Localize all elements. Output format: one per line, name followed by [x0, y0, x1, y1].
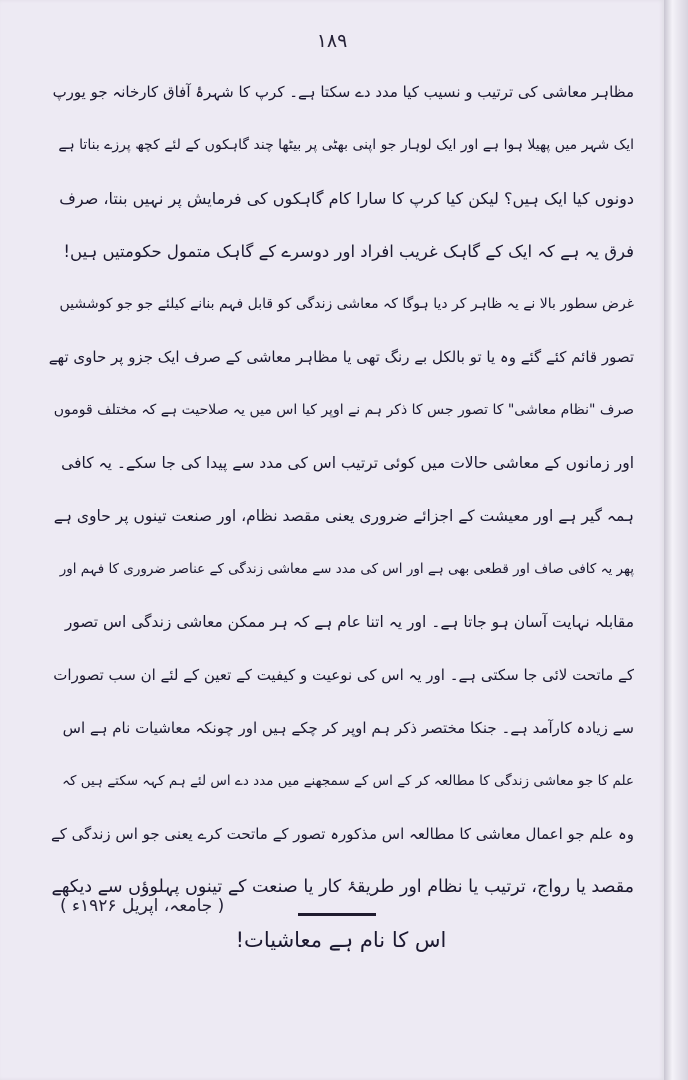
text-line: سے زیادہ کارآمد ہے۔ جنکا مختصر ذکر ہم اوپر کر چکے ہیں اور چونکہ معاشیات نام ہے اس: [62, 719, 634, 737]
text-line: وہ علم جو اعمال معاشی کا مطالعہ اس مذکورہ تصور کے ماتحت کرے یعنی جو اس زندگی کے: [50, 825, 634, 843]
source-citation: ( جامعہ، اپریل ۱۹۲۶ء ): [60, 896, 225, 916]
text-line-final: اس کا نام ہے معاشیات!: [235, 928, 447, 952]
text-line: دونوں کیا ایک ہیں؟ لیکن کیا کرپ کا سارا کام گاہکوں کی فرمایش پر نہیں بنتا، صرف: [59, 189, 634, 208]
text-line: مقصد یا رواج، ترتیب یا نظام اور طریقۂ کار یا صنعت کے تینوں پہلوؤں سے دیکھے: [51, 877, 634, 897]
text-line: تصور قائم کئے گئے وہ یا تو بالکل بے رنگ تھی یا مظاہر معاشی کے صرف ایک جزو پر حاوی تھے: [48, 348, 634, 366]
page-edge: [664, 0, 688, 1080]
text-line: غرض سطور بالا نے یہ ظاہر کر دیا ہوگا کہ معاشی زندگی کو قابل فہم بنانے کیلئے جو جو کوششیں: [59, 296, 634, 312]
text-line: کے ماتحت لائی جا سکتی ہے۔ اور یہ اس کی نوعیت و کیفیت کے تعین کے لئے ان سب تصورات: [53, 666, 634, 684]
text-line: ایک شہر میں پھیلا ہوا ہے اور ایک لوہار جو اپنی بھٹی پر بیٹھا چند گاہکوں کے لئے کچھ پرزے بناتا ہے: [58, 137, 634, 153]
text-line: پھر یہ کافی صاف اور قطعی بھی ہے اور اس کی مدد سے معاشی زندگی کے عناصر ضروری کا فہم اور: [59, 561, 634, 577]
text-line: علم کا جو معاشی زندگی کا مطالعہ کر کے اس کے سمجھنے میں مدد دے اس لئے ہم کہہ سکتے ہیں کہ: [62, 773, 634, 789]
text-line: مظاہر معاشی کی ترتیب و نسیب کیا مدد دے سکتا ہے۔ کرپ کا شہرۂ آفاق کارخانہ جو یورپ: [52, 83, 634, 101]
text-line: صرف "نظام معاشی" کا تصور جس کا ذکر ہم نے اوپر کیا اس میں یہ صلاحیت ہے کہ مختلف قوموں: [53, 402, 634, 418]
text-line: ہمہ گیر ہے اور معیشت کے اجزائے ضروری یعنی مقصد نظام، اور صنعت تینوں پر حاوی ہے: [53, 507, 634, 525]
page-number: ١٨٩: [316, 30, 348, 52]
text-line: فرق یہ ہے کہ ایک کے گاہک غریب افراد اور دوسرے کے گاہک متمول حکومتیں ہیں!: [63, 242, 634, 261]
end-rule: [298, 913, 376, 916]
body-text: [48, 66, 634, 967]
text-line: مقابلہ نہایت آسان ہو جاتا ہے۔ اور یہ اتنا عام ہے کہ ہر ممکن معاشی زندگی اس تصور: [64, 613, 634, 631]
text-line: اور زمانوں کے معاشی حالات میں کوئی ترتیب اس کی مدد سے پیدا کی جا سکے۔ یہ کافی: [61, 454, 634, 472]
